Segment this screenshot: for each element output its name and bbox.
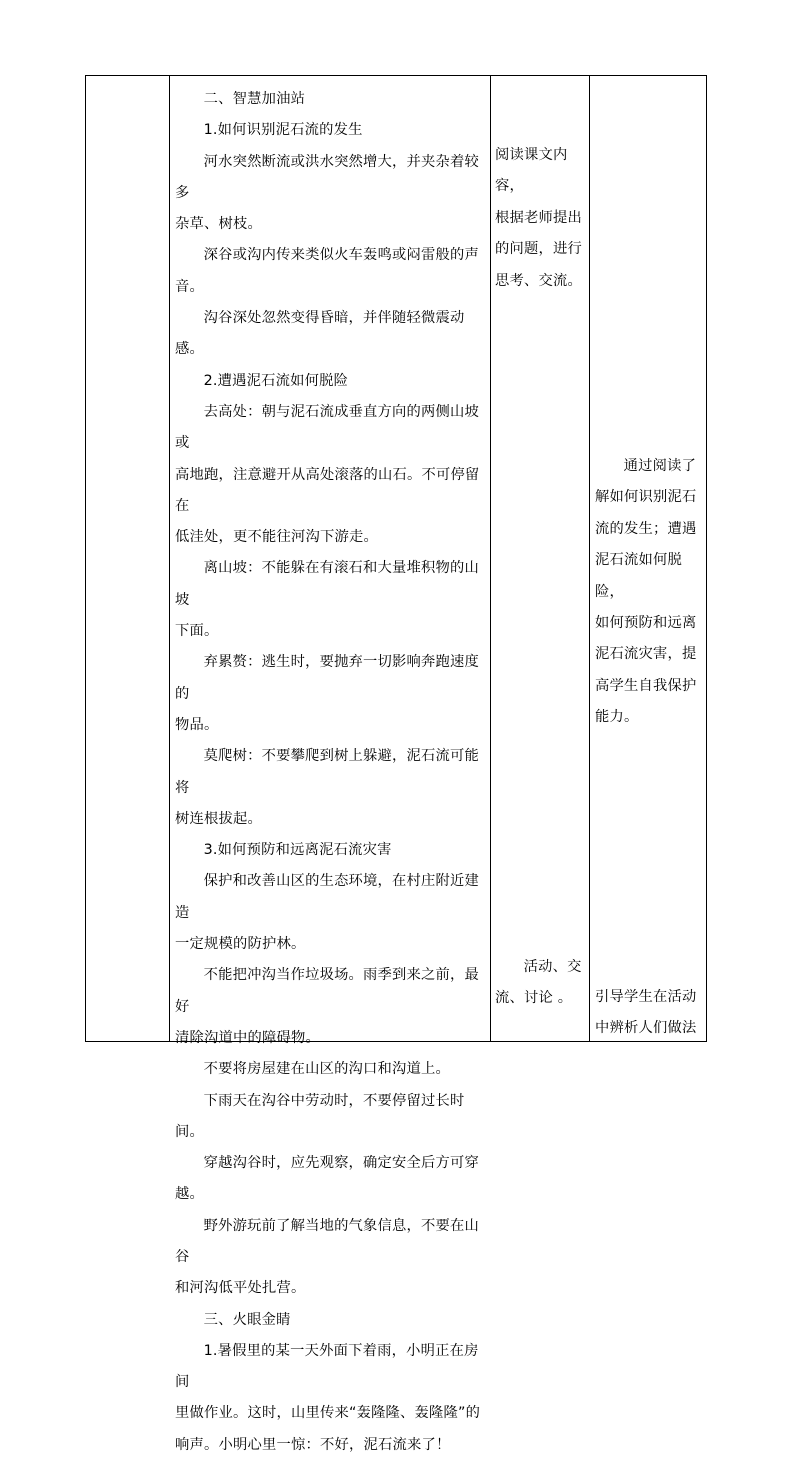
text-line: 保护和改善山区的生态环境，在村庄附近建造 — [175, 873, 480, 921]
text-line: 通过阅读了 — [623, 458, 697, 474]
text-line: 能力。 — [595, 709, 639, 726]
text-line: 离山坡：不能躲在有滚石和大量堆积物的山坡 — [175, 560, 480, 608]
text-line: 解如何识别泥石 — [595, 489, 697, 506]
text-line: 树连根拔起。 — [175, 810, 262, 827]
text-line: 河水突然断流或洪水突然增大，并夹杂着较多 — [175, 153, 480, 201]
text-line: 2.遭遇泥石流如何脱险 — [203, 372, 349, 389]
design-intent-cell — [590, 76, 706, 1041]
text-line: 低洼处，更不能往河沟下游走。 — [175, 529, 378, 546]
text-line: 二、智慧加油站 — [203, 91, 306, 107]
student-activity-cell — [491, 76, 587, 1041]
text-line: 沟谷深处忽然变得昏暗，并伴随轻微震动感。 — [175, 310, 465, 358]
text-line: 活动、交 — [523, 959, 582, 975]
text-line: 清除沟道中的障碍物。 — [175, 1029, 320, 1046]
text-line: 去高处：朝与泥石流成垂直方向的两侧山坡或 — [175, 403, 480, 452]
text-line: 引导学生在活动 — [595, 989, 697, 1005]
text-line: 和河沟低平处扎营。 — [175, 1280, 306, 1297]
activity-block-reading — [495, 140, 585, 297]
text-line: 弃累赘：逃生时，要抛弃一切影响奔跑速度的 — [175, 654, 480, 702]
text-line: 杂草、树枝。 — [175, 216, 262, 233]
text-line: 泥石流如何脱险， — [595, 552, 682, 600]
text-line: 3.如何预防和远离泥石流灾害 — [203, 842, 392, 859]
text-line: 根据老师提出 — [495, 209, 582, 226]
text-line: 高地跑，注意避开从高处滚落的山石。不可停留在 — [175, 466, 480, 514]
text-line: 不要将房屋建在山区的沟口和沟道上。 — [203, 1061, 451, 1078]
text-line: 莫爬树：不要攀爬到树上躲避，泥石流可能将 — [175, 748, 480, 796]
text-line: 音。 — [175, 278, 204, 295]
text-line: 阅读课文内容， — [495, 147, 568, 195]
text-line: 深谷或沟内传来类似火车轰鸣或闷雷般的声 — [203, 247, 480, 264]
text-line: 不能把冲沟当作垃圾场。雨季到来之前，最好 — [175, 967, 480, 1015]
text-line: 高学生自我保护 — [595, 677, 697, 694]
activity-block-discussion — [495, 952, 585, 1015]
text-line: 1.暑假里的某一天外面下着雨，小明正在房间 — [175, 1342, 479, 1391]
text-line: 下面。 — [175, 623, 219, 640]
text-line: 如何预防和远离 — [595, 615, 697, 632]
text-line: 下雨天在沟谷中劳动时，不要停留过长时间。 — [175, 1092, 465, 1140]
text-line: 穿越沟谷时，应先观察，确定安全后方可穿越。 — [175, 1155, 480, 1203]
intent-block-activity — [595, 982, 703, 1045]
text-line: 流的发生；遭遇 — [595, 520, 697, 537]
text-line: 响声。小明心里一惊：不好，泥石流来了！ — [175, 1436, 451, 1453]
text-line: 一定规模的防护林。 — [175, 936, 306, 953]
lesson-table — [85, 75, 707, 1453]
text-line: 1.如何识别泥石流的发生 — [203, 122, 363, 139]
text-line: 物品。 — [175, 716, 219, 733]
text-line: 三、火眼金睛 — [203, 1311, 291, 1328]
empty-first-column — [86, 76, 169, 1041]
text-line: 流、讨论 。 — [495, 990, 573, 1007]
text-line: 泥石流灾害，提 — [595, 646, 697, 663]
intent-block-reading — [595, 451, 703, 734]
text-line: 里做作业。这时，山里传来“轰隆隆、轰隆隆”的 — [175, 1405, 481, 1422]
text-line: 野外游玩前了解当地的气象信息，不要在山谷 — [175, 1217, 480, 1265]
text-line: 中辨析人们做法 — [595, 1020, 697, 1037]
text-line: 思考、交流。 — [495, 272, 582, 289]
teaching-content-cell — [170, 76, 489, 1453]
text-line: 的问题，进行 — [495, 241, 582, 258]
